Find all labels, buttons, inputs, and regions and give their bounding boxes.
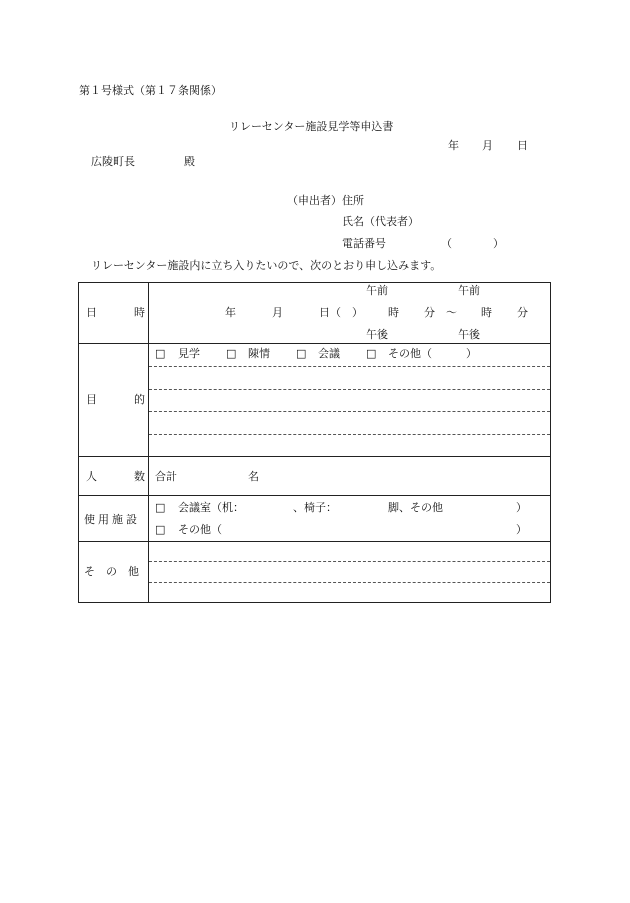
datetime-year-field[interactable]: 年	[225, 306, 236, 319]
end-minute-field[interactable]: 分	[517, 306, 528, 319]
start-pm-label: 午後	[366, 328, 388, 341]
people-total-label: 合計	[155, 470, 177, 483]
applicant-phone-label: 電話番号	[342, 237, 386, 250]
facility-other-close: ）	[516, 523, 527, 536]
purpose-checkbox-petition[interactable]: □	[226, 347, 237, 360]
end-hour-field[interactable]: 時	[481, 306, 492, 319]
facility-room-close: ）	[516, 501, 527, 514]
addressee-name: 広陵町長	[91, 155, 135, 168]
start-minute-field[interactable]: 分	[424, 306, 435, 319]
purpose-option-visit: 見学	[178, 347, 200, 360]
datetime-day-field[interactable]: 日（ ）	[319, 306, 363, 319]
time-range-tilde: ～	[446, 306, 457, 319]
purpose-checkbox-meeting[interactable]: □	[296, 347, 307, 360]
purpose-option-other: その他（	[388, 347, 432, 360]
purpose-checkbox-visit[interactable]: □	[155, 347, 166, 360]
datetime-month-field[interactable]: 月	[272, 306, 283, 319]
facility-unit-other-label: 脚、その他	[388, 501, 443, 514]
date-year-label: 年	[448, 139, 459, 152]
end-pm-label: 午後	[458, 328, 480, 341]
purpose-option-meeting: 会議	[318, 347, 340, 360]
other-label: そ の 他	[84, 565, 139, 578]
applicant-address-label: （申出者）住所	[287, 194, 364, 207]
facility-chair-label: 、椅子：	[293, 501, 337, 514]
people-label-1: 人	[86, 470, 97, 483]
end-am-label: 午前	[458, 284, 480, 297]
purpose-label-1: 目	[86, 393, 97, 406]
page-title: リレーセンター施設見学等申込書	[229, 120, 394, 133]
facility-other-label: その他（	[178, 523, 222, 536]
form-number: 第１号様式（第１７条関係）	[79, 84, 222, 97]
addressee-honorific: 殿	[184, 155, 195, 168]
facility-checkbox-room[interactable]: □	[155, 501, 166, 514]
datetime-label-2: 時	[134, 306, 145, 319]
intro-text: リレーセンター施設内に立ち入りたいので、次のとおり申し込みます。	[91, 259, 442, 272]
datetime-label-1: 日	[86, 306, 97, 319]
start-am-label: 午前	[366, 284, 388, 297]
facility-room-label: 会議室（机：	[178, 501, 244, 514]
phone-paren-close: ）	[493, 237, 504, 250]
people-unit: 名	[248, 470, 259, 483]
phone-paren-open: （	[441, 237, 452, 250]
applicant-name-label: 氏名（代表者）	[342, 215, 419, 228]
purpose-label-2: 的	[134, 393, 145, 406]
purpose-other-close: ）	[466, 347, 477, 360]
date-day-label: 日	[517, 139, 528, 152]
facility-checkbox-other[interactable]: □	[155, 523, 166, 536]
purpose-checkbox-other[interactable]: □	[366, 347, 377, 360]
date-month-label: 月	[482, 139, 493, 152]
start-hour-field[interactable]: 時	[388, 306, 399, 319]
people-label-2: 数	[134, 470, 145, 483]
facility-label: 使用施設	[84, 513, 140, 526]
purpose-option-petition: 陳情	[248, 347, 270, 360]
